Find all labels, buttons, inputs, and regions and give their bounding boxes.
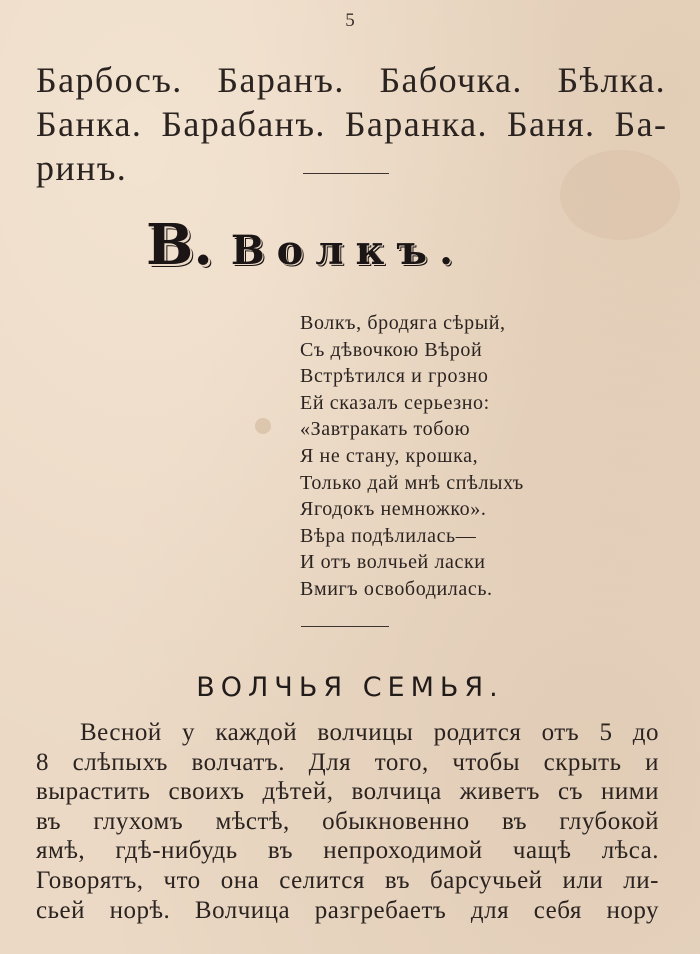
article-line: Весной у каждой волчицы родится отъ 5 до <box>80 719 659 746</box>
article-body <box>36 718 659 925</box>
poem-line: И отъ волчьей ласки <box>300 551 486 574</box>
article-line: въ глухомъ мѣстѣ, обыкновенно въ глубокой <box>36 807 659 835</box>
separator-rule <box>303 173 389 174</box>
syllable-word-list: Барбосъ. Баранъ. Бабочка. Бѣлка. Банка. Барабанъ. Баранка. Баня. Баринъ. <box>36 60 666 188</box>
poem-line: Я не стану, крошка, <box>300 444 479 467</box>
poem-line: Вѣра подѣлилась— <box>300 524 477 547</box>
article-line: сьей норѣ. Волчица разгребаетъ для себя нору <box>36 896 659 924</box>
article-line: Говорятъ, что она селится въ барсучьей или ли- <box>36 866 659 894</box>
section-letter: В. <box>146 212 213 278</box>
article-line: вырастить своихъ дѣтей, волчица живетъ съ ними <box>36 778 659 806</box>
paper-stain <box>255 418 271 434</box>
separator-rule <box>301 626 389 627</box>
article-line: ямѣ, гдѣ-нибудь въ непроходимой чащѣ лѣса. <box>36 837 659 865</box>
section-title: Волкъ. <box>230 227 466 274</box>
poem-line: Ей сказалъ серьезно: <box>300 391 490 414</box>
poem-line: Волкъ, бродяга сѣрый, <box>300 312 506 334</box>
section-heading <box>146 212 465 282</box>
article-heading: ВОЛЧЬЯ СЕМЬЯ. <box>196 672 504 703</box>
page-number: 5 <box>345 10 355 31</box>
poem <box>300 310 590 603</box>
poem-line: Ягодокъ немножко». <box>300 498 487 521</box>
poem-line: Встрѣтился и грозно <box>300 365 489 388</box>
poem-line: Съ дѣвочкою Вѣрой <box>300 338 483 361</box>
poem-line: Только дай мнѣ спѣлыхъ <box>300 471 524 494</box>
poem-line: «Завтракать тобою <box>300 418 471 441</box>
article-line: 8 слѣпыхъ волчатъ. Для того, чтобы скрыть и <box>36 748 659 776</box>
poem-line: Вмигъ освободилась. <box>300 577 493 600</box>
